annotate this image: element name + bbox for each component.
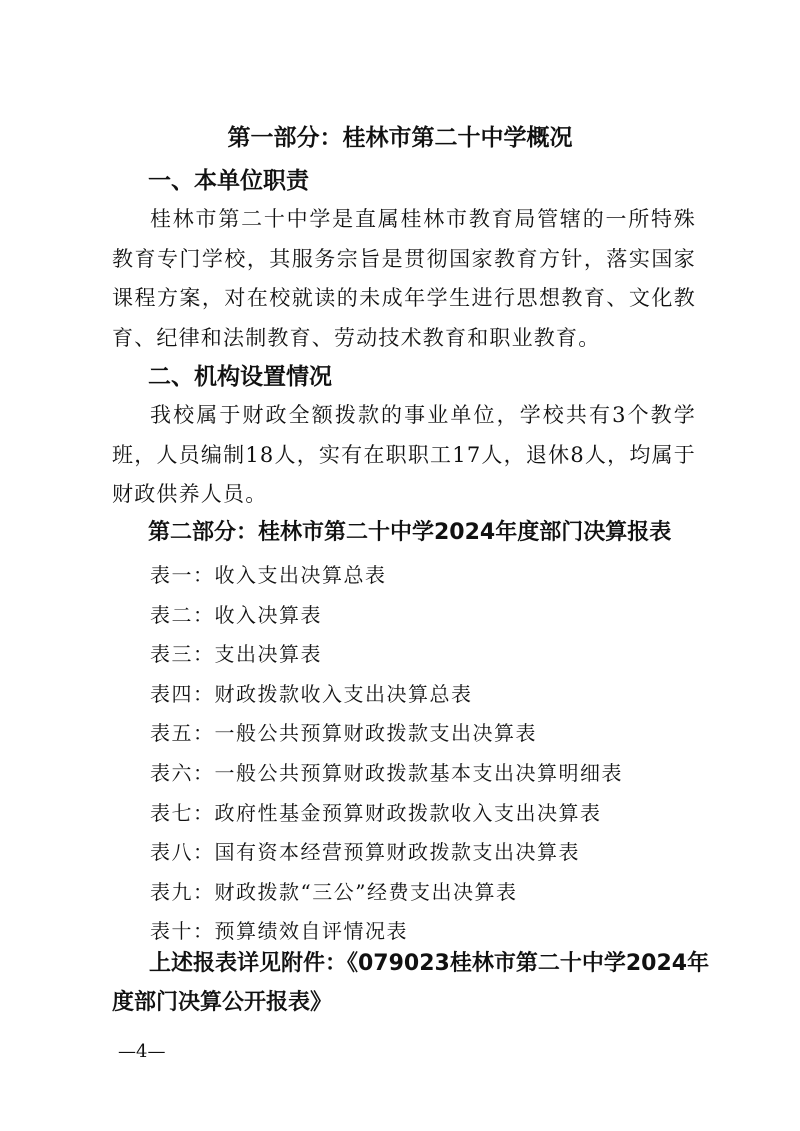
part1-title: 第一部分：桂林市第二十中学概况 xyxy=(227,125,573,151)
list-item: 表七：政府性基金预算财政拨款收入支出决算表 xyxy=(150,800,602,825)
list-item: 表四：财政拨款收入支出决算总表 xyxy=(150,681,473,706)
list-item: 表一：收入支出决算总表 xyxy=(150,563,387,587)
section1-heading: 一、本单位职责 xyxy=(148,168,309,194)
section2-text: 我校属于财政全额拨款的事业单位，学校共有3个教学班，人员编制18人，实有在职职工17人，退休8人，均属于财政供养人员。 xyxy=(112,403,696,506)
list-item: 表八：国有资本经营预算财政拨款支出决算表 xyxy=(150,840,580,865)
list-item: 表六：一般公共预算财政拨款基本支出决算明细表 xyxy=(150,760,623,785)
list-item: 表五：一般公共预算财政拨款支出决算表 xyxy=(150,721,537,746)
list-item: 表二：收入决算表 xyxy=(150,602,322,627)
list-item: 表九：财政拨款“三公”经费支出决算表 xyxy=(150,879,518,904)
list-item: 表十：预算绩效自评情况表 xyxy=(150,919,408,944)
section1-text: 桂林市第二十中学是直属桂林市教育局管辖的一所特殊教育专门学校，其服务宗旨是贯彻国家教育方针，落实国家课程方案，对在校就读的未成年学生进行思想教育、文化教育、纪律和法制教育、劳动技术教育和职业教育。 xyxy=(112,207,696,350)
attachment-note: 上述报表详见附件：《079023桂林市第二十中学2024年度部门决算公开报表》 xyxy=(112,951,710,1015)
list-item: 表三：支出决算表 xyxy=(150,642,322,667)
section2-heading: 二、机构设置情况 xyxy=(148,364,332,390)
report-table-list xyxy=(150,556,623,952)
page-number: —4— xyxy=(118,1041,166,1062)
part2-title: 第二部分：桂林市第二十中学2024年度部门决算报表 xyxy=(148,520,672,545)
